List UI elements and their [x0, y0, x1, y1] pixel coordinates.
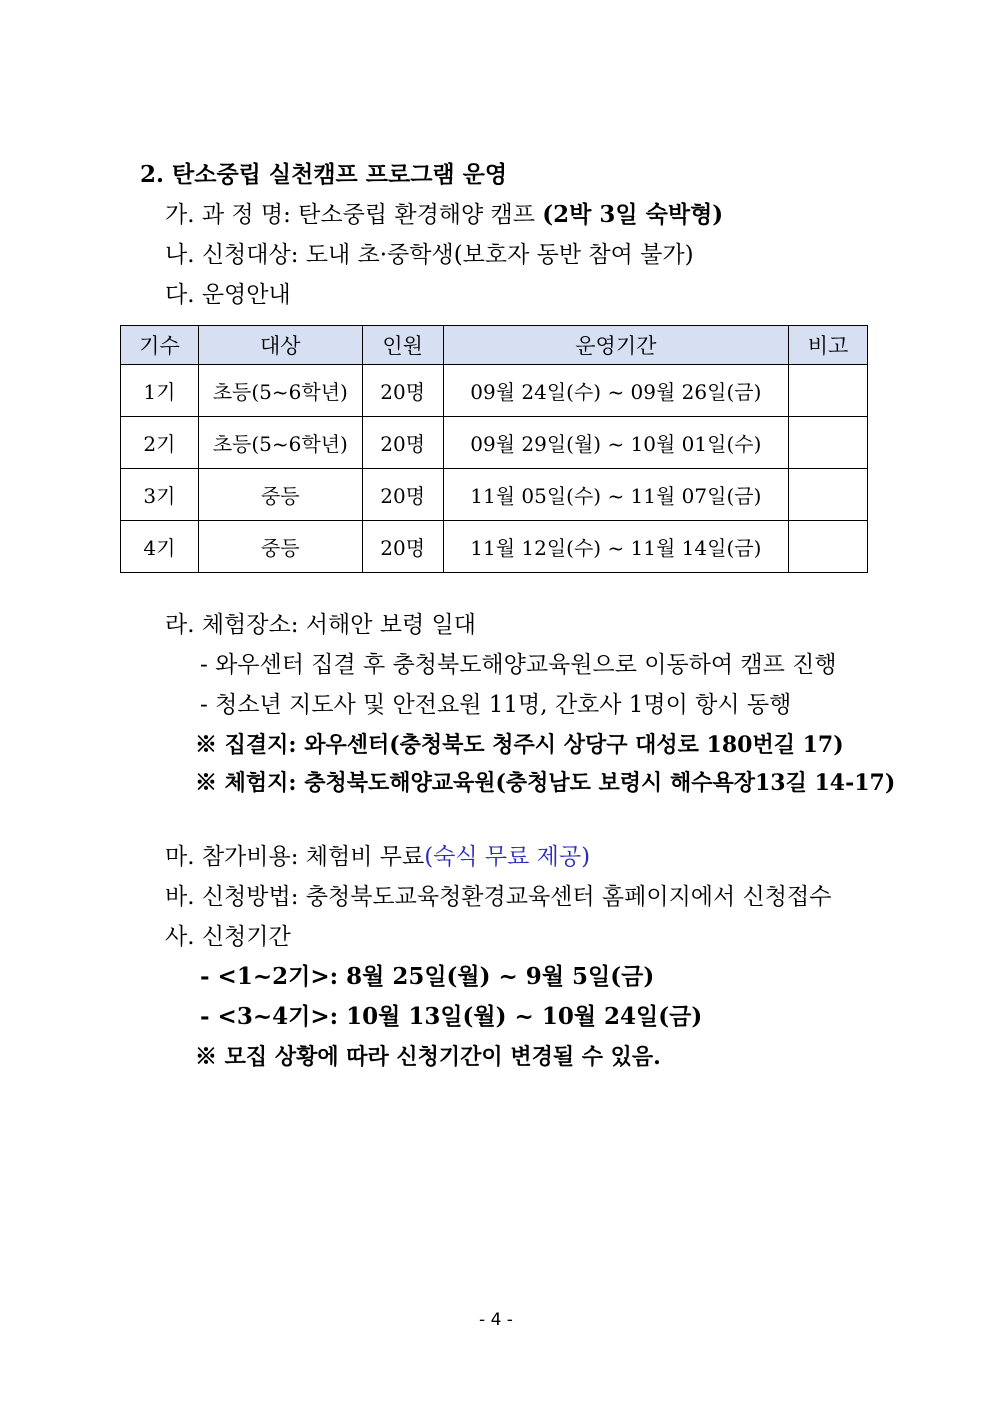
cell-capacity: 20명 [362, 469, 443, 521]
cell-capacity: 20명 [362, 521, 443, 573]
schedule-table [120, 325, 868, 573]
period-change-note: ※ 모집 상황에 따라 신청기간이 변경될 수 있음. [195, 1044, 661, 1070]
venue-bullet-2: - 청소년 지도사 및 안전요원 11명, 간호사 1명이 항시 동행 [200, 692, 792, 718]
fee-text: 마. 참가비용: 체험비 무료 [165, 844, 425, 870]
course-name-line [165, 200, 723, 230]
cell-remarks [789, 521, 868, 573]
operation-guide-line: 다. 운영안내 [165, 282, 291, 308]
cell-remarks [789, 417, 868, 469]
cell-period: 11월 05일(수) ~ 11월 07일(금) [443, 469, 788, 521]
target-line: 나. 신청대상: 도내 초·중학생(보호자 동반 참여 불가) [165, 242, 694, 268]
cell-remarks [789, 365, 868, 417]
cell-cohort: 4기 [121, 521, 199, 573]
cell-capacity: 20명 [362, 417, 443, 469]
application-method-line: 바. 신청방법: 충청북도교육청환경교육센터 홈페이지에서 신청접수 [165, 884, 832, 910]
course-name-text: 가. 과 정 명: 탄소중립 환경해양 캠프 [165, 202, 543, 228]
experience-site-note: ※ 체험지: 충청북도해양교육원(충청남도 보령시 해수욕장13길 14-17) [195, 770, 896, 796]
cell-period: 09월 29일(월) ~ 10월 01일(수) [443, 417, 788, 469]
table-row [121, 417, 868, 469]
fee-line [165, 842, 590, 872]
page-number: - 4 - [479, 1310, 513, 1330]
header-target: 대상 [198, 326, 362, 365]
venue-bullet-1: - 와우센터 집결 후 충청북도해양교육원으로 이동하여 캠프 진행 [200, 652, 837, 678]
section-heading: 2. 탄소중립 실천캠프 프로그램 운영 [140, 161, 508, 188]
cell-remarks [789, 469, 868, 521]
cell-period: 11월 12일(수) ~ 11월 14일(금) [443, 521, 788, 573]
cell-cohort: 1기 [121, 365, 199, 417]
period-cohort-1-2: - <1~2기>: 8월 25일(월) ~ 9월 5일(금) [200, 963, 655, 990]
table-row [121, 521, 868, 573]
cell-period: 09월 24일(수) ~ 09월 26일(금) [443, 365, 788, 417]
venue-line: 라. 체험장소: 서해안 보령 일대 [165, 612, 476, 638]
table-header-row [121, 326, 868, 365]
cell-cohort: 2기 [121, 417, 199, 469]
header-cohort: 기수 [121, 326, 199, 365]
table-row [121, 469, 868, 521]
table-row [121, 365, 868, 417]
cell-target: 초등(5~6학년) [198, 417, 362, 469]
application-period-line: 사. 신청기간 [165, 924, 291, 950]
meeting-point-note: ※ 집결지: 와우센터(충청북도 청주시 상당구 대성로 180번길 17) [195, 732, 844, 758]
cell-target: 중등 [198, 469, 362, 521]
header-remarks: 비고 [789, 326, 868, 365]
fee-highlight: (숙식 무료 제공) [424, 844, 591, 870]
cell-target: 중등 [198, 521, 362, 573]
course-type-text: (2박 3일 숙박형) [542, 201, 724, 228]
cell-capacity: 20명 [362, 365, 443, 417]
header-period: 운영기간 [443, 326, 788, 365]
period-cohort-3-4: - <3~4기>: 10월 13일(월) ~ 10월 24일(금) [200, 1003, 703, 1030]
header-capacity: 인원 [362, 326, 443, 365]
cell-target: 초등(5~6학년) [198, 365, 362, 417]
cell-cohort: 3기 [121, 469, 199, 521]
